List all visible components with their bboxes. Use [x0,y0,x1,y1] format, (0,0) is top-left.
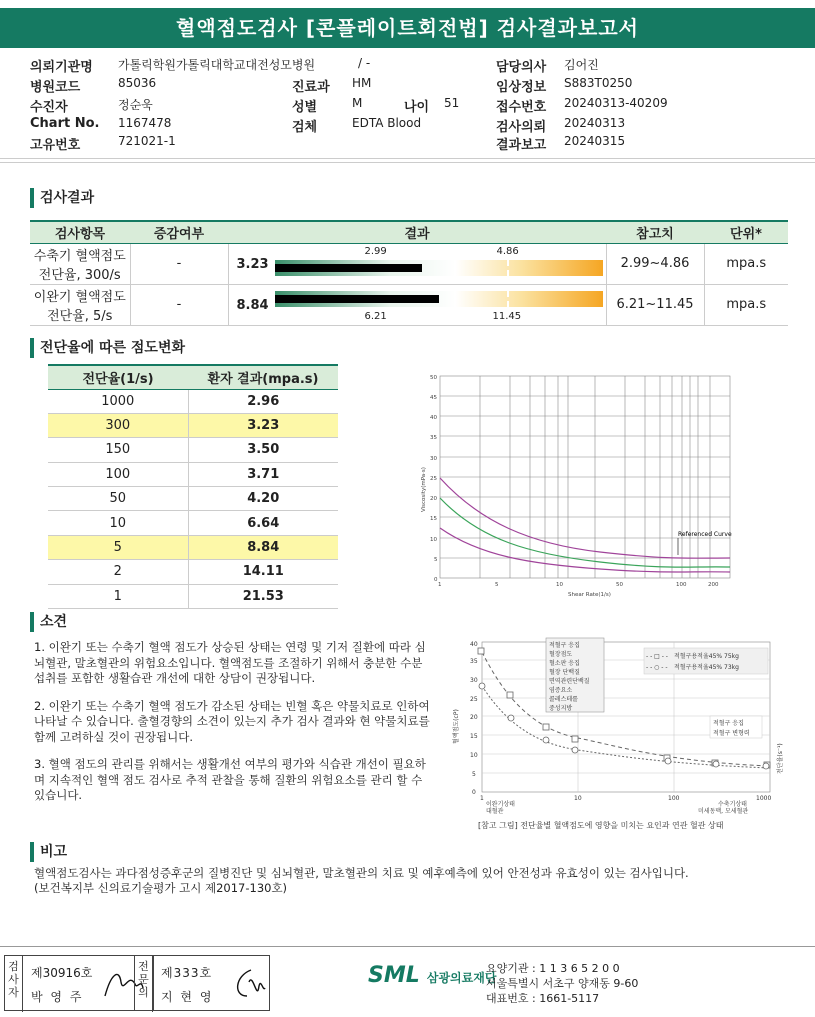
col-change: 증감여부 [130,221,228,243]
clininfo-label: 임상정보 [496,80,547,95]
rate-cell: 100 [48,462,188,486]
item-cell [30,243,130,284]
result-value: 8.84 [236,297,269,313]
table-row [48,487,338,511]
x-tick: 10 [556,582,563,588]
divider [0,162,815,163]
change-cell: - [130,243,228,284]
x-tick: 5 [495,582,499,588]
rate-cell: 50 [48,487,188,511]
x-tick: 1 [438,582,442,588]
factor-line: 적혈구 응집 [549,642,580,649]
examiner-box [4,955,154,1011]
specialist-license: 제333호 [161,966,213,980]
value-cell: 3.23 [188,413,338,437]
table-row [48,560,338,584]
y-tick: 10 [470,752,478,759]
ref-cell: 6.21~11.45 [606,284,704,325]
report-label: 결과보고 [496,138,547,153]
rate-cell: 10 [48,511,188,535]
chart-value: 1167478 [118,116,172,130]
notes-line1: 혈액점도검사는 과다점성증후군의 질병진단 및 심뇌혈관, 말초혈관의 치료 및 예후예측에 있어 안전성과 유효성이 있는 검사입니다. [34,866,689,880]
dept-sep: / - [358,56,371,70]
rate-cell: 300 [48,413,188,437]
figure-caption: [참고 그림] 전단율별 혈액점도에 영향을 미치는 요인과 연관 혈관 상태 [478,821,724,830]
age-label: 나이 [404,100,430,115]
unit-cell: mpa.s [704,243,788,284]
x-label-left: 이완기상태 [486,801,515,808]
patient-value: 정순욱 [118,98,153,112]
table-row [48,584,338,608]
y-tick: 5 [472,771,476,778]
high-marker [507,291,509,307]
unit-cell: mpa.s [704,284,788,325]
notes-section-title: 비고 [30,842,67,862]
value-bar [275,264,423,272]
col-item: 검사항목 [30,221,130,243]
ref-high: 11.45 [492,310,522,322]
item-rate: 전단율, 5/s [47,308,113,324]
value-cell: 14.11 [188,560,338,584]
col-visc: 환자 결과(mpa.s) [188,365,338,389]
factor-line: 염증요소 [549,687,573,694]
y-tick: 15 [470,733,478,740]
sex-label: 성별 [292,100,318,115]
legend-1: 적혈구용적율45% 75kg [674,653,739,660]
sex-value: M [352,96,363,110]
y-tick: 45 [430,395,437,401]
value-cell: 21.53 [188,584,338,608]
value-bar [275,295,439,303]
result-cell [228,243,606,284]
y-tick: 35 [470,658,478,665]
opinion-text [34,640,434,816]
opinion-section-title: 소견 [30,612,67,632]
y-tick: 0 [472,789,476,796]
reference-figure [448,634,788,834]
lab-tel: 대표번호 : 1661-5117 [486,992,600,1005]
results-section-title: 검사결과 [30,188,94,208]
value-cell: 4.20 [188,487,338,511]
col-ref: 참고치 [606,221,704,243]
sml-logo [368,963,496,988]
legend-2: 적혈구용적율45% 73kg [674,664,739,671]
report-value: 20240315 [564,134,626,148]
x-tick: 1000 [756,795,772,802]
value-cell: 3.71 [188,462,338,486]
rate-cell: 5 [48,535,188,559]
factor-line: 콜레스테롤 [549,696,578,703]
factor-line: 적혈구 응집 [713,720,744,727]
table-row [48,413,338,437]
report-title: 혈액점도검사 [콘플레이트회전법] 검사결과보고서 [0,8,815,48]
y-tick: 20 [470,714,478,721]
hospcode-value: 85036 [118,76,157,90]
y-tick: 40 [470,641,478,648]
rate-cell: 2 [48,560,188,584]
x-tick: 200 [708,582,719,588]
col-result: 결과 [228,221,606,243]
logo-text: SML [368,963,420,988]
shear-table [48,364,338,609]
specialist-label: 전문의 [135,956,153,1012]
y-tick: 10 [430,537,437,543]
value-cell: 8.84 [188,535,338,559]
ref-low: 2.99 [364,245,387,257]
x-label: Shear Rate(1/s) [568,592,611,598]
rate-cell: 1 [48,584,188,608]
request-label: 검사의뢰 [496,120,547,135]
x-tick: 100 [668,795,680,802]
x-tick: 1 [480,795,484,802]
x-tick: 100 [676,582,687,588]
table-row [48,438,338,462]
x-label-left-2: 대혈관 [486,808,504,815]
notes-line2: (보건복지부 신의료기술평가 고시 제2017-130호) [34,881,288,895]
footer [0,946,815,1017]
opinion-p1: 1. 이완기 또는 수축기 혈액 점도가 상승된 상태는 연령 및 기저 질환에 따라 심뇌혈관, 말초혈관의 위험요소입니다. 혈액점도를 조절하기 위해서 충분한 수분 섭취를 포함한 생활습관 개선에 대한 상담이 권장됩니다. [34,640,426,685]
y-tick: 5 [434,557,438,563]
divider [0,158,815,159]
table-row [48,462,338,486]
change-cell: - [130,284,228,325]
factor-line: 면역관련단백질 [549,678,590,685]
lab-address: 서울특별시 서초구 양재동 9-60 [486,977,639,990]
y-tick: 50 [430,375,437,381]
notes-text [34,866,794,896]
table-row [30,243,788,284]
clininfo-value: S883T0250 [564,76,633,90]
legend-marker: - - ○ - - [646,664,668,671]
age-value: 51 [444,96,460,110]
y-tick: 15 [430,516,437,522]
factor-line: 중성지방 [549,705,573,712]
col-unit: 단위* [704,221,788,243]
x-label-right: 수축기상태 [718,801,747,808]
doctor-label: 담당의사 [496,60,547,75]
y-tick: 40 [430,415,437,421]
ref-curve-label: Referenced Curve [678,531,732,538]
factor-line: 혈장 단백질 [549,669,580,676]
factor-line: 혈장점도 [549,651,573,658]
item-name: 이완기 혈액점도 [33,289,126,305]
clinic-label: 진료과 [292,80,330,95]
specimen-label: 검체 [292,120,318,135]
y2-label: 전단율(s⁻¹) [777,743,784,774]
signature [223,962,267,1006]
ref-cell: 2.99~4.86 [606,243,704,284]
examiner-name: 박 영 주 [31,990,84,1004]
shear-section-title: 전단율에 따른 점도변화 [30,338,185,358]
x-tick: 10 [574,795,582,802]
logo-name: 삼광의료재단 [426,971,497,985]
legend-marker: - - □ - - [646,653,668,660]
receipt-label: 접수번호 [496,100,547,115]
request-value: 20240313 [564,116,626,130]
specimen-value: EDTA Blood [352,116,422,130]
factor-line: 혈소판 응집 [549,660,580,667]
chart-label: Chart No. [30,116,100,131]
rate-cell: 150 [48,438,188,462]
table-row [30,284,788,325]
results-table [30,220,788,326]
y-tick: 30 [470,677,478,684]
examiner-label: 검사자 [5,956,23,1012]
receipt-value: 20240313-40209 [564,96,668,110]
result-value: 3.23 [236,256,269,272]
specialist-name: 지 현 영 [161,990,214,1004]
lab-code: 요양기관 : 1 1 3 6 5 2 0 0 [486,962,620,975]
high-marker [507,260,509,276]
y-tick: 20 [430,496,437,502]
ref-low: 6.21 [364,310,387,322]
specialist-box [134,955,270,1011]
result-cell [228,284,606,325]
table-row [48,389,338,413]
doctor-value: 김어진 [564,58,599,72]
upper-curve [440,478,730,558]
value-cell: 3.50 [188,438,338,462]
y-label: 혈액점도(cP) [453,709,460,744]
opinion-p2: 2. 이완기 또는 수축기 혈액 점도가 감소된 상태는 빈혈 혹은 약물치료로 인하여 나타날 수 있습니다. 출혈경향의 소견이 있는지 추가 검사 결과와 현 약물치료를 함께 고려하실 것이 권장됩니다. [34,698,430,744]
hospcode-label: 병원코드 [30,80,81,95]
table-row [48,511,338,535]
y-tick: 0 [434,577,438,583]
x-label-right-2: 미세동맥, 모세혈관 [698,808,749,815]
clinic-value: HM [352,76,372,90]
uid-value: 721021-1 [118,134,176,148]
uid-label: 고유번호 [30,138,81,153]
y-tick: 25 [470,696,478,703]
viscosity-chart [420,372,740,602]
col-rate: 전단율(1/s) [48,365,188,389]
item-name: 수축기 혈액점도 [33,248,126,264]
inst-label: 의뢰기관명 [30,60,93,75]
inst-value: 가톨릭학원가톨릭대학교대전성모병원 [118,58,316,72]
lab-info [486,961,638,1006]
y-label: Viscosity(mPa·s) [421,467,427,512]
factor-line: 적혈구 변형력 [713,730,750,737]
rate-cell: 1000 [48,389,188,413]
x-tick: 50 [616,582,623,588]
value-cell: 6.64 [188,511,338,535]
examiner-license: 제30916호 [31,966,93,980]
patient-label: 수진자 [30,100,68,115]
value-cell: 2.96 [188,389,338,413]
table-row [48,535,338,559]
ref-high: 4.86 [496,245,519,257]
opinion-p3: 3. 혈액 점도의 관리를 위해서는 생활개선 여부의 평가와 식습관 개선이 필요하며 지속적인 혈액 점도 검사로 추적 관찰을 통해 질환의 위험요소를 관리 할 수 있습니다. [34,757,426,802]
y-tick: 35 [430,435,437,441]
y-tick: 30 [430,456,437,462]
item-rate: 전단율, 300/s [38,267,121,283]
y-tick: 25 [430,476,437,482]
item-cell [30,284,130,325]
